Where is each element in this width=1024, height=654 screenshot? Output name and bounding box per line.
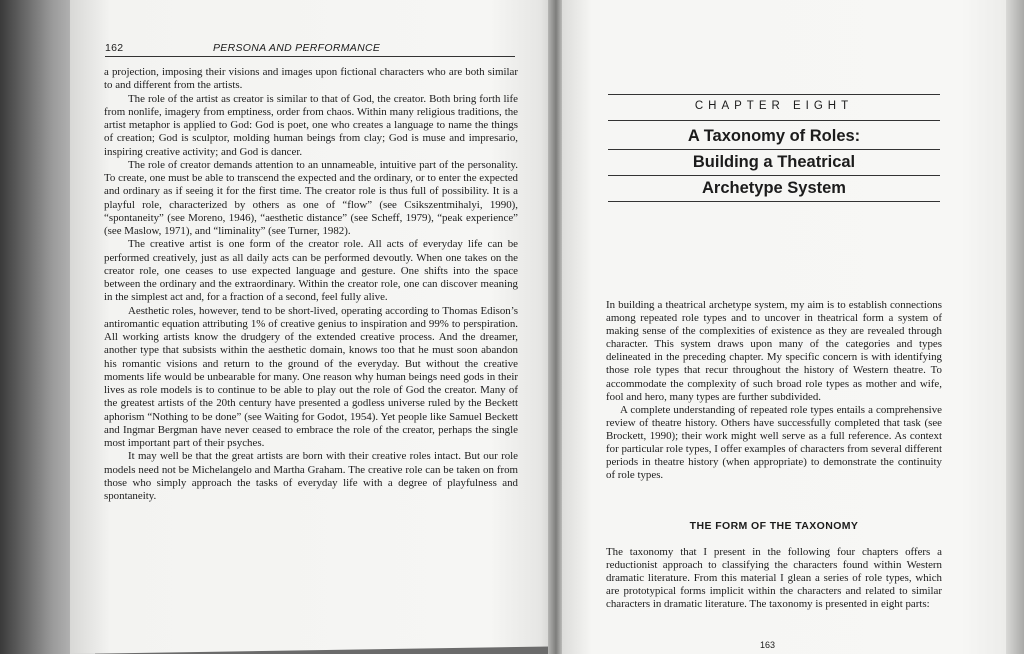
left-page-body (104, 66, 518, 503)
right-page-body (606, 299, 942, 482)
running-head: PERSONA AND PERFORMANCE (213, 42, 381, 54)
chapter-title (608, 124, 940, 202)
left-running-header (105, 42, 515, 57)
section-heading: THE FORM OF THE TAXONOMY (689, 520, 859, 532)
paragraph: A complete understanding of repeated role types entails a comprehensive review of theatre history. Others have successfully completed that task (see Brockett, 1990); their work might well serve as a full reference. As context for particular role types, I offer examples of characters from several different periods in theatre history (when appropriate) to demonstrate the continuity of role types. (606, 403, 942, 482)
paragraph: Aesthetic roles, however, tend to be short-lived, operating according to Thomas Edison’s antiromantic equation attributing 1% of creative genius to inspiration and 99% to perspiration. All working artists know the drudgery of the extended creative process. And the dreamer, another type that subsists within the aesthetic domain, knows too that he must soon abandon his romantic visions and return to the ground of the everyday. But without the creative moments life would be unbearable for many. One reason why human beings need gods in their lives as role models is to continue to be able to play out the role of God the creator. Many of the greatest artists of the 20th century have presented a godless universe ruled by the Beckett aphorism “Nothing to be done” (see Waiting for Godot, 1954). Yet people like Samuel Beckett and Ingmar Bergman have never ceased to embrace the role of the creator, perhaps the single most important part of their psyches. (104, 304, 518, 449)
paragraph: a projection, imposing their visions and images upon fictional characters who are both similar to and different from the artists. (104, 66, 518, 92)
left-page-number: 162 (105, 42, 124, 54)
right-page-number: 163 (760, 640, 776, 650)
paragraph: The creative artist is one form of the creator role. All acts of everyday life can be performed creatively, just as all daily acts can be performed devoutly. When one takes on the creator role, one ceases to use expected language and gesture. One shifts into the space between the ordinary and the extraordinary. Within the creator role, one can discover meaning in the simplest act and, for a fraction of a second, feel fully alive. (104, 238, 518, 304)
chapter-title-line: A Taxonomy of Roles: (608, 124, 940, 150)
chapter-label: CHAPTER EIGHT (694, 100, 854, 112)
page-edge (1006, 0, 1024, 654)
paragraph: The role of the artist as creator is similar to that of God, the creator. Both bring forth life from nonlife, imagery from emptiness, order from chaos. Within many religious traditions, the artist metaphor is applied to God: God is poet, one who creates a language to name the things of creation; God is sculptor, molding human beings from clay; God is muse and impresario, inspiring creative activity; and God is dancer. (104, 92, 518, 158)
chapter-rule-top (608, 94, 940, 95)
chapter-title-line: Archetype System (608, 176, 940, 202)
chapter-title-line: Building a Theatrical (608, 150, 940, 176)
section-body (606, 546, 942, 611)
paragraph: It may well be that the great artists are born with their creative roles intact. But our role models need not be Michelangelo and Martha Graham. The creative role can be taken on from those who simply approach the tasks of everyday life with a degree of playfulness and spontaneity. (104, 450, 518, 502)
chapter-rule (608, 120, 940, 121)
paragraph: The taxonomy that I present in the following four chapters offers a reductionist approach to classifying the characters found within Western dramatic literature. From this material I glean a series of role types, which are prototypical forms implicit within the characters and related to similar characters in dramatic literature. The taxonomy is presented in eight parts: (606, 546, 942, 611)
paragraph: In building a theatrical archetype system, my aim is to establish connections among repeated role types and to uncover in theatrical form a system of making sense of the complexities of existence as they are revealed through character. This system draws upon many of the categories and types delineated in the preceding chapter. My specific concern is with identifying those role types that recur throughout the history of Western theatre. To accommodate the complexity of such broad role types as mother and wife, fool and hero, many types are further subdivided. (606, 299, 942, 403)
paragraph: The role of creator demands attention to an unnameable, intuitive part of the personality. To create, one must be able to transcend the expected and the ordinary, or to enter the expected and ordinary as if seeing it for the first time. The creator role is thus full of possibility. It is a playful role, characterized by others as one of “flow” (see Csikszentmihalyi, 1990), “spontaneity” (see Moreno, 1946), “aesthetic distance” (see Scheff, 1979), “peak experience” (see Maslow, 1971), and “liminality” (see Turner, 1982). (104, 158, 518, 237)
